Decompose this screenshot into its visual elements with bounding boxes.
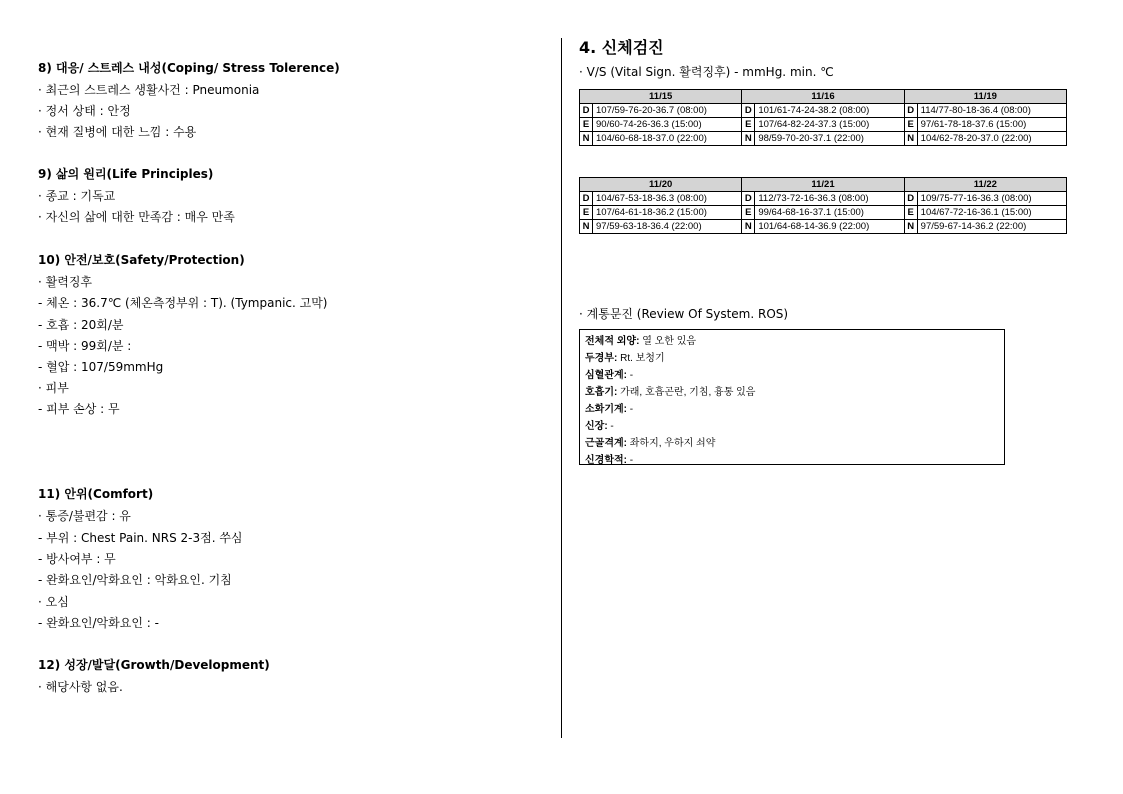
ros-row: [585, 400, 633, 415]
vital-signs-label: · 활력징후: [38, 275, 92, 289]
ros-row: [585, 332, 696, 347]
table-row: [580, 118, 1067, 132]
ros-value: 가래, 호흡곤란, 기침, 흉통 있음: [617, 387, 756, 398]
shift-cell: D: [904, 192, 917, 206]
ros-value: 좌하지, 우하지 쇠약: [626, 438, 716, 449]
ros-row: [585, 417, 614, 432]
date-header: 11/20: [580, 178, 742, 192]
ros-label: 심혈관계:: [585, 370, 627, 381]
shift-cell: E: [580, 206, 593, 220]
vital-signs-table-2: [579, 177, 1067, 234]
vs-cell: 104/67-53-18-36.3 (08:00): [593, 192, 742, 206]
shift-cell: E: [904, 118, 917, 132]
shift-cell: D: [904, 104, 917, 118]
vs-cell: 97/61-78-18-37.6 (15:00): [917, 118, 1066, 132]
vs-cell: 101/64-68-14-36.9 (22:00): [755, 220, 904, 234]
life-satisfaction: · 자신의 삶에 대한 만족감 : 매우 만족: [38, 210, 235, 224]
vs-cell: 104/62-78-20-37.0 (22:00): [917, 132, 1066, 146]
table-row: [580, 132, 1067, 146]
ros-value: 열 오한 있음: [639, 336, 697, 347]
vs-cell: 114/77-80-18-36.4 (08:00): [917, 104, 1066, 118]
ros-value: -: [626, 455, 634, 466]
section-safety-heading: 10) 안전/보호(Safety/Protection): [38, 253, 245, 267]
date-header: 11/16: [742, 90, 904, 104]
shift-cell: E: [580, 118, 593, 132]
shift-cell: E: [904, 206, 917, 220]
section-comfort-heading: 11) 안위(Comfort): [38, 487, 154, 501]
nausea-label: · 오심: [38, 595, 69, 609]
vs-cell: 109/75-77-16-36.3 (08:00): [917, 192, 1066, 206]
shift-cell: E: [742, 206, 755, 220]
section-life-principles-heading: 9) 삶의 원리(Life Principles): [38, 167, 214, 181]
vs-cell: 98/59-70-20-37.1 (22:00): [755, 132, 904, 146]
skin-label: · 피부: [38, 381, 69, 395]
ros-label: 전체적 외양:: [585, 336, 640, 347]
growth-not-applicable: · 해당사항 없음.: [38, 680, 123, 694]
date-header: 11/19: [904, 90, 1066, 104]
vital-signs-subtitle: · V/S (Vital Sign. 활력징후) - mmHg. min. ℃: [579, 65, 834, 79]
ros-row: [585, 451, 633, 466]
pain-discomfort: · 통증/불편감 : 유: [38, 509, 131, 523]
ros-row: [585, 349, 665, 364]
vs-cell: 104/67-72-16-36.1 (15:00): [917, 206, 1066, 220]
temperature: - 체온 : 36.7℃ (체온측정부위 : T). (Tympanic. 고막): [38, 296, 328, 310]
shift-cell: N: [580, 132, 593, 146]
table-header-row: [580, 178, 1067, 192]
nausea-factors: - 완화요인/악화요인 : -: [38, 616, 159, 630]
ros-label: 소화기계:: [585, 404, 627, 415]
radiation: - 방사여부 : 무: [38, 552, 116, 566]
date-header: 11/21: [742, 178, 904, 192]
shift-cell: N: [580, 220, 593, 234]
vs-cell: 107/59-76-20-36.7 (08:00): [593, 104, 742, 118]
ros-row: [585, 366, 633, 381]
pain-location: - 부위 : Chest Pain. NRS 2-3점. 쑤심: [38, 531, 243, 545]
shift-cell: N: [904, 220, 917, 234]
ros-row: [585, 434, 715, 449]
ros-label: 호흡기:: [585, 387, 618, 398]
relieving-aggravating-factors: - 완화요인/악화요인 : 악화요인. 기침: [38, 573, 232, 587]
shift-cell: D: [580, 104, 593, 118]
shift-cell: N: [742, 220, 755, 234]
ros-label: 두경부:: [585, 353, 618, 364]
vs-cell: 112/73-72-16-36.3 (08:00): [755, 192, 904, 206]
stress-life-event: · 최근의 스트레스 생활사건 : Pneumonia: [38, 83, 260, 97]
ros-value: -: [626, 404, 634, 415]
vs-cell: 97/59-67-14-36.2 (22:00): [917, 220, 1066, 234]
vs-cell: 99/64-68-16-37.1 (15:00): [755, 206, 904, 220]
date-header: 11/15: [580, 90, 742, 104]
vs-cell: 104/60-68-18-37.0 (22:00): [593, 132, 742, 146]
emotional-state: · 정서 상태 : 안정: [38, 104, 131, 118]
section-growth-heading: 12) 성장/발달(Growth/Development): [38, 658, 270, 672]
shift-cell: D: [742, 104, 755, 118]
column-divider: [561, 38, 562, 738]
religion: · 종교 : 기독교: [38, 189, 116, 203]
ros-row: [585, 383, 755, 398]
shift-cell: N: [904, 132, 917, 146]
table-header-row: [580, 90, 1067, 104]
shift-cell: D: [580, 192, 593, 206]
table-row: [580, 220, 1067, 234]
vs-cell: 101/61-74-24-38.2 (08:00): [755, 104, 904, 118]
date-header: 11/22: [904, 178, 1066, 192]
vs-cell: 90/60-74-26-36.3 (15:00): [593, 118, 742, 132]
shift-cell: E: [742, 118, 755, 132]
vs-cell: 107/64-61-18-36.2 (15:00): [593, 206, 742, 220]
vs-cell: 97/59-63-18-36.4 (22:00): [593, 220, 742, 234]
table-row: [580, 104, 1067, 118]
vital-signs-table-1: [579, 89, 1067, 146]
ros-value: -: [607, 421, 614, 432]
ros-value: -: [626, 370, 634, 381]
ros-label: 근골격계:: [585, 438, 627, 449]
feeling-about-illness: · 현재 질병에 대한 느낌 : 수용: [38, 125, 197, 139]
section-coping-heading: 8) 대응/ 스트레스 내성(Coping/ Stress Tolerence): [38, 61, 340, 75]
shift-cell: D: [742, 192, 755, 206]
ros-subtitle: · 계통문진 (Review Of System. ROS): [579, 307, 789, 321]
ros-box: [579, 329, 1005, 465]
pulse: - 맥박 : 99회/분 :: [38, 339, 132, 353]
physical-exam-title: 4. 신체검진: [579, 38, 664, 57]
ros-label: 신장:: [585, 421, 608, 432]
ros-value: Rt. 보청기: [617, 353, 665, 364]
skin-damage: - 피부 손상 : 무: [38, 402, 120, 416]
table-row: [580, 206, 1067, 220]
respiration: - 호흡 : 20회/분: [38, 318, 124, 332]
blood-pressure: - 혈압 : 107/59mmHg: [38, 360, 164, 374]
vs-cell: 107/64-82-24-37.3 (15:00): [755, 118, 904, 132]
shift-cell: N: [742, 132, 755, 146]
table-row: [580, 192, 1067, 206]
ros-label: 신경학적:: [585, 455, 627, 466]
